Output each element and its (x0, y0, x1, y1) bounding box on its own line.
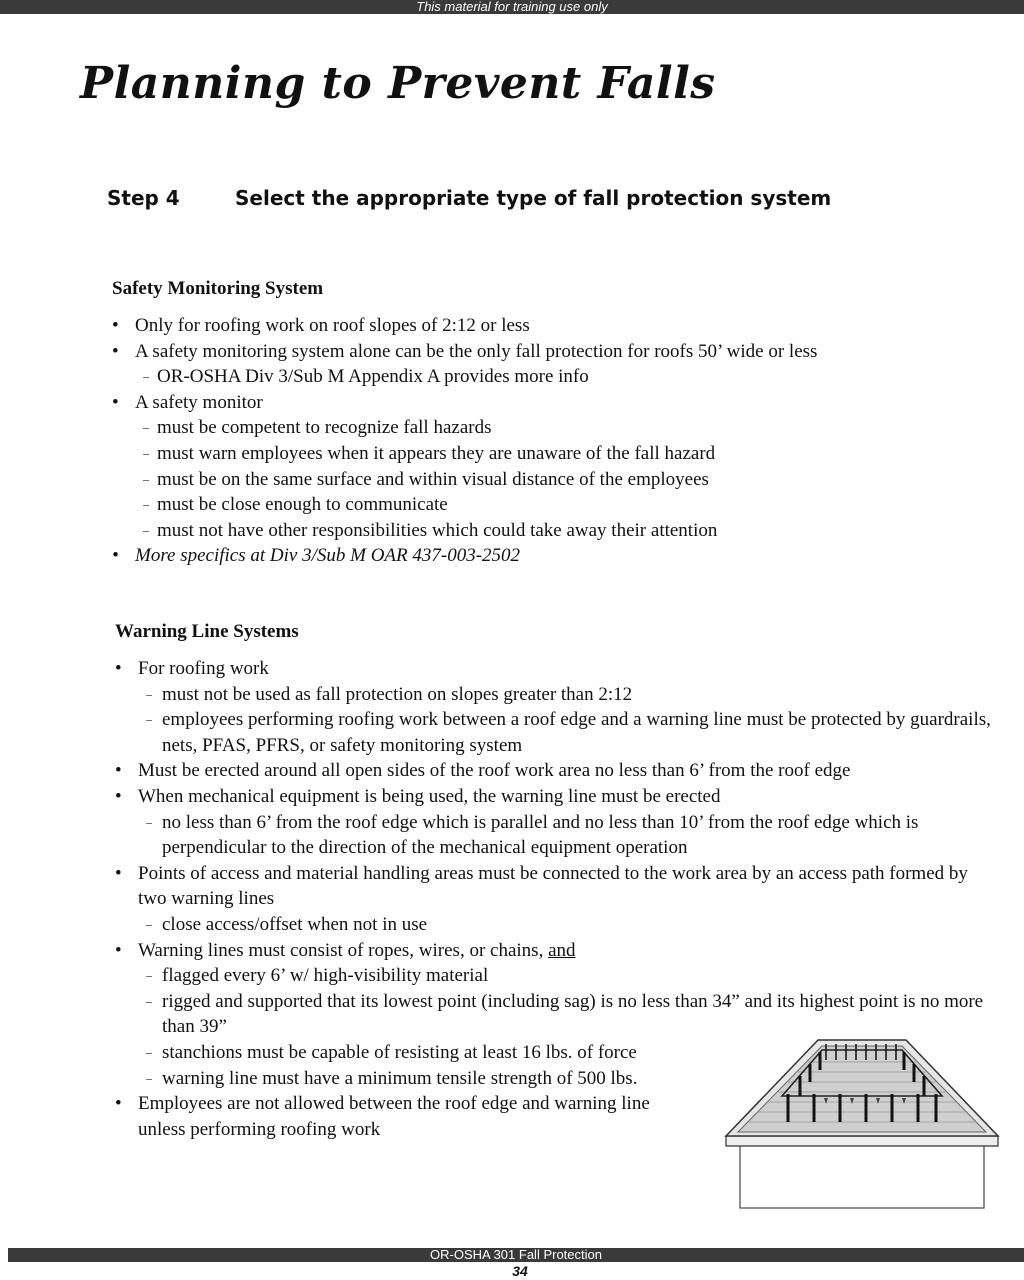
building-wall (740, 1144, 984, 1208)
page-title: Planning to Prevent Falls (80, 58, 716, 109)
list-item-text: Points of access and material handling areas must be connected to the work area by an access path formed by two warning lines (138, 862, 968, 910)
list-item-text: Warning lines must consist of ropes, wires, or chains, (138, 939, 544, 961)
list-item (115, 656, 995, 758)
list-item-text: Employees are not allowed between the roof edge and warning line (138, 1093, 650, 1115)
sub-item: – rigged and supported that its lowest point (including sag) is no less than 34” and its highest point is no more than 39” (138, 989, 995, 1040)
sub-item: – employees performing roofing work between a roof edge and a warning line must be protected by guardrails, nets, PFAS, PFRS, or safety monitoring system (138, 707, 995, 758)
list-item (115, 861, 995, 938)
sub-item: – flagged every 6’ w/ high-visibility material (138, 963, 995, 989)
sub-list (138, 810, 995, 861)
list-item-text: A safety monitor (135, 391, 263, 413)
list-item (112, 390, 1012, 544)
step-heading (107, 186, 831, 210)
sub-item: – warning line must have a minimum tensile strength of 500 lbs. (138, 1066, 995, 1092)
list-item-text: unless performing roofing work (138, 1118, 381, 1140)
sub-item: – stanchions must be capable of resisting at least 16 lbs. of force (138, 1040, 995, 1066)
list-item: • Must be erected around all open sides of the roof work area no less than 6’ from the roof edge (115, 758, 995, 784)
sub-item: – must be close enough to communicate (135, 492, 1012, 518)
roof-warning-line-illustration (724, 1036, 1000, 1212)
sub-item: – OR-OSHA Div 3/Sub M Appendix A provides more info (135, 364, 1012, 390)
list-item-text: A safety monitoring system alone can be the only fall protection for roofs 50’ wide or less (135, 340, 818, 362)
sub-list (135, 415, 1012, 543)
sub-list (135, 364, 1012, 390)
sub-item: – must be competent to recognize fall hazards (135, 415, 1012, 441)
sub-item: – must be on the same surface and within visual distance of the employees (135, 467, 1012, 493)
emphasis-and: and (548, 939, 576, 961)
sub-item: – no less than 6’ from the roof edge which is parallel and no less than 10’ from the roof edge which is perpendicular to the direction of the mechanical equipment operation (138, 810, 995, 861)
sub-list (138, 682, 995, 759)
safety-monitoring-list (112, 313, 1012, 569)
sub-item: – must warn employees when it appears they are unaware of the fall hazard (135, 441, 1012, 467)
safety-monitoring-heading: Safety Monitoring System (112, 278, 324, 299)
training-banner: This material for training use only (0, 0, 1024, 14)
page-number: 34 (512, 1263, 528, 1279)
list-item (112, 339, 1012, 390)
list-item-text: When mechanical equipment is being used, the warning line must be erected (138, 785, 721, 807)
step-text: Select the appropriate type of fall protection system (235, 186, 832, 210)
list-item: • Only for roofing work on roof slopes of 2:12 or less (112, 313, 1012, 339)
sub-item: – must not have other responsibilities which could take away their attention (135, 518, 1012, 544)
safety-monitoring-section (112, 276, 1012, 569)
sub-item: – must not be used as fall protection on slopes greater than 2:12 (138, 682, 995, 708)
step-number: Step 4 (107, 186, 180, 210)
list-item (115, 784, 995, 861)
footer-course: OR-OSHA 301 Fall Protection (8, 1248, 1024, 1262)
warning-line-heading: Warning Line Systems (115, 621, 299, 642)
list-item-reference: • More specifics at Div 3/Sub M OAR 437-003-2502 (112, 543, 1012, 569)
sub-item: – close access/offset when not in use (138, 912, 995, 938)
list-item-text: For roofing work (138, 658, 269, 679)
roof-edge (726, 1136, 998, 1146)
sub-list (138, 912, 995, 938)
